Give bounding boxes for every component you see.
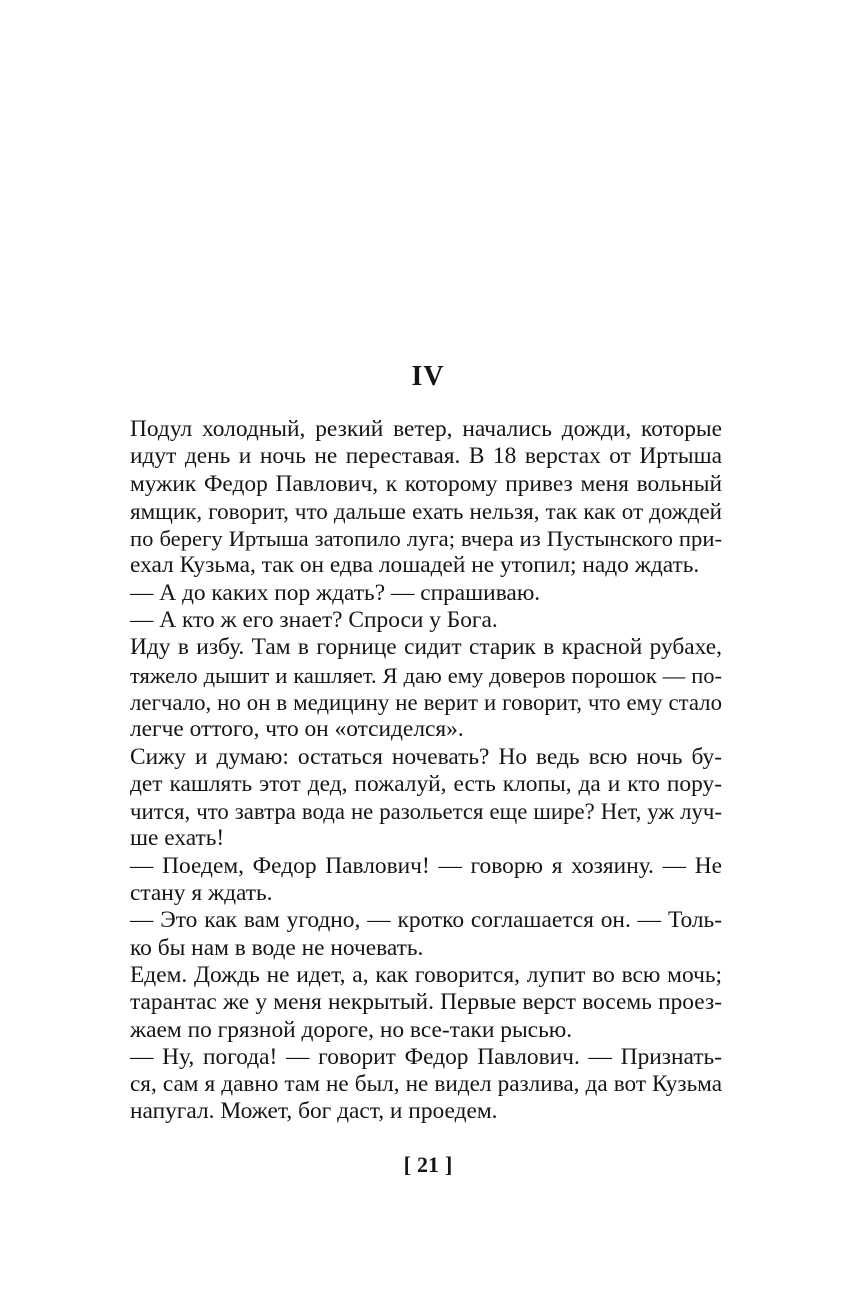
text-line: легче оттого, что он «отсиделся». <box>130 716 464 743</box>
text-line: напугал. Может, бог даст, и проедем. <box>130 1098 498 1125</box>
text-line: — Это как вам угодно, — кротко соглашается он. — Толь- <box>130 907 722 934</box>
text-line: идут день и ночь не переставая. В 18 верстах от Иртыша <box>130 443 722 470</box>
text-line: тяжело дышит и кашляет. Я даю ему доверов порошок — по- <box>130 662 722 688</box>
chapter-heading: IV <box>411 361 445 392</box>
text-line: — А до каких пор ждать? — спрашиваю. <box>130 579 541 606</box>
text-line: жаем по грязной дороге, но все-таки рысью. <box>130 1016 573 1043</box>
body-text <box>130 416 722 1126</box>
page-number <box>0 1151 856 1179</box>
text-line: — Ну, погода! — говорит Федор Павлович. — Признать- <box>130 1043 722 1070</box>
text-line: ехал Кузьма, так он едва лошадей не утопил; надо ждать. <box>130 552 700 579</box>
text-line: стану я ждать. <box>130 880 273 907</box>
text-line: Едем. Дождь не идет, а, как говорится, лупит во всю мочь; <box>130 961 722 988</box>
text-line: Подул холодный, резкий ветер, начались дожди, которые <box>130 416 722 442</box>
text-line: чится, что завтра вода не разольется еще шире? Нет, уж луч- <box>130 799 722 825</box>
text-line: дет кашлять этот дед, пожалуй, есть клопы, да и кто пору- <box>130 770 722 797</box>
text-line: ся, сам я давно там не был, не видел разлива, да вот Кузьма <box>130 1071 722 1098</box>
page-number-bracket-open: [ <box>403 1152 411 1177</box>
text-line: мужик Федор Павлович, к которому привез меня вольный <box>130 470 722 497</box>
page-number-value: 21 <box>417 1152 439 1177</box>
page-number-bracket-close: ] <box>445 1152 453 1177</box>
text-line: ко бы нам в воде не ночевать. <box>130 934 424 961</box>
text-line: по берегу Иртыша затопило луга; вчера из Пустынского при- <box>130 526 722 552</box>
text-line: легчало, но он в медицину не верит и говорит, что ему стало <box>130 689 722 715</box>
text-line: — Поедем, Федор Павлович! — говорю я хозяину. — Не <box>130 852 722 879</box>
text-line: Иду в избу. Там в горнице сидит старик в красной рубахе, <box>130 634 722 661</box>
text-line: — А кто ж его знает? Спроси у Бога. <box>130 607 498 634</box>
text-line: ше ехать! <box>130 825 225 852</box>
text-line: тарантас же у меня некрытый. Первые верст восемь проез- <box>130 989 722 1016</box>
text-line: ямщик, говорит, что дальше ехать нельзя, так как от дождей <box>130 497 722 524</box>
text-line: Сижу и думаю: остаться ночевать? Но ведь всю ночь бу- <box>130 743 722 770</box>
